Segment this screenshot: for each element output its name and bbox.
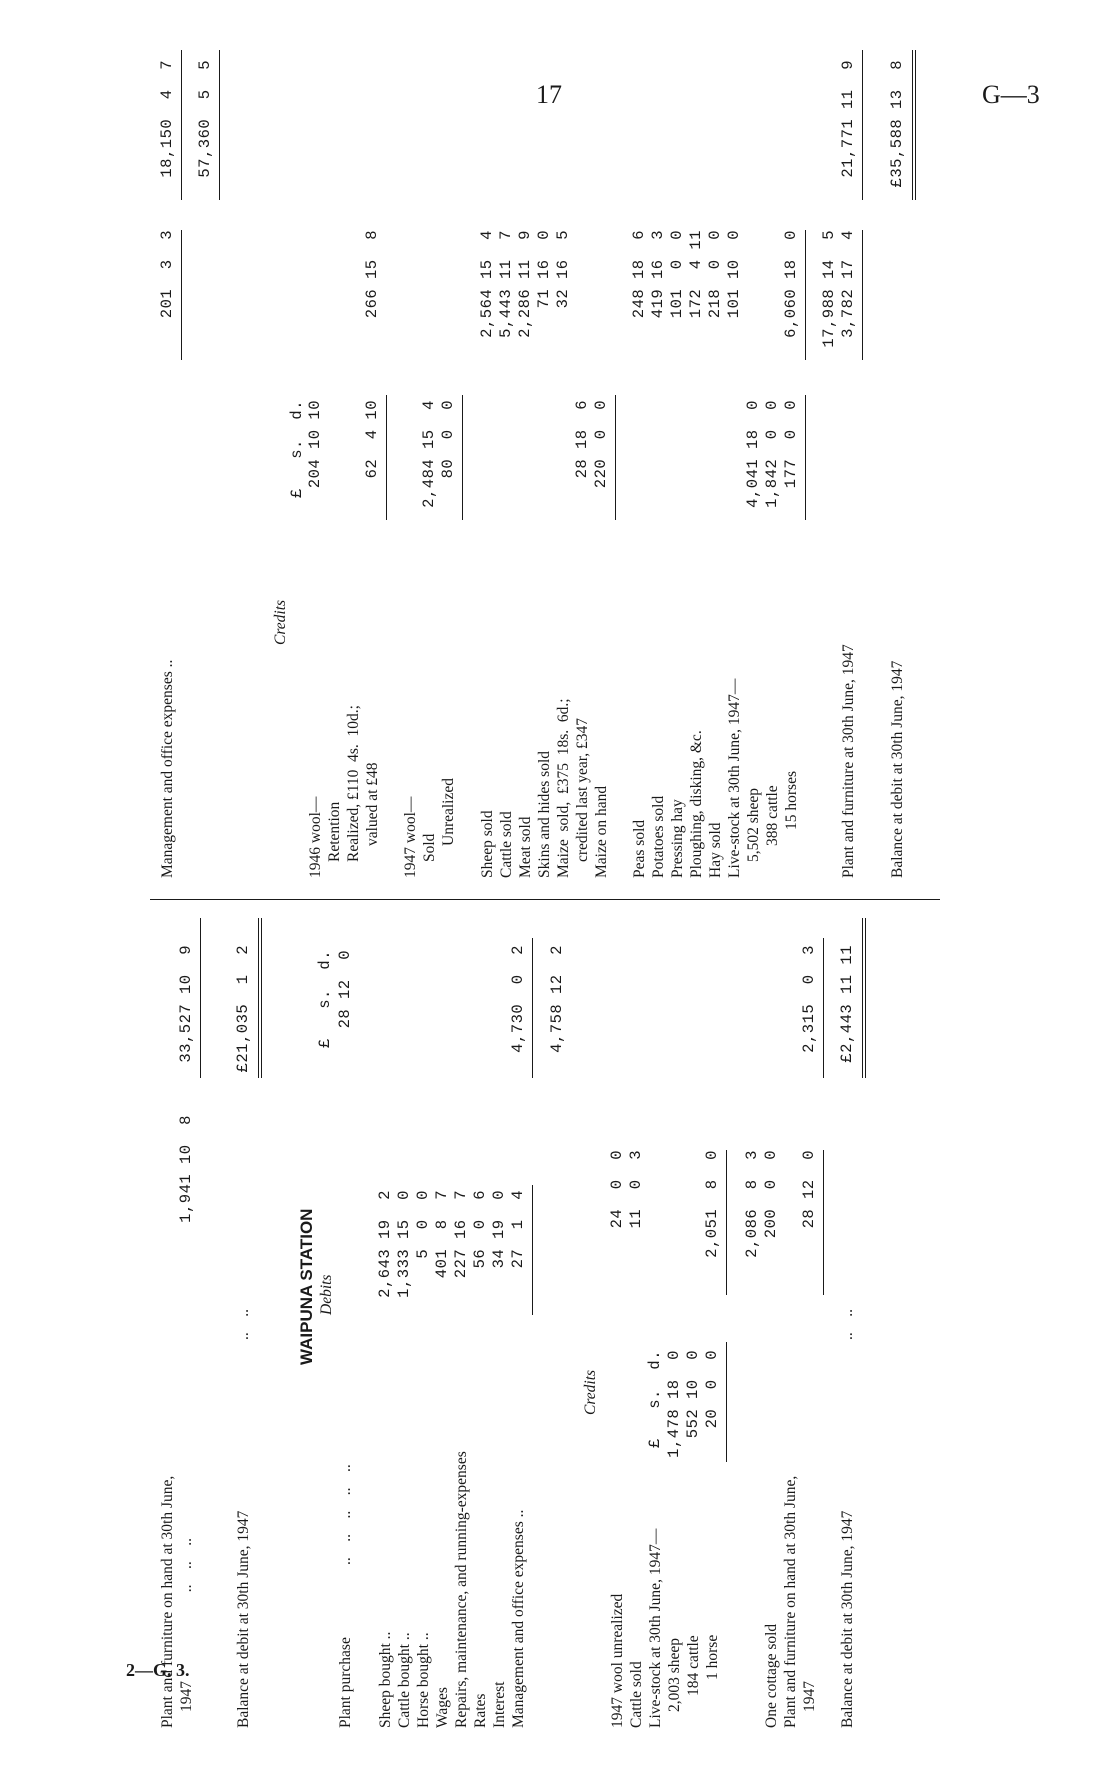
wool-1947-label: 1947 wool— [402, 796, 419, 878]
debit-amount: 2,643 19 2 [376, 1190, 394, 1298]
station-title: WAIPUNA STATION [297, 1208, 316, 1365]
maize-subtotal: 248 18 6 [630, 230, 648, 319]
cottage-label: One cottage sold [763, 1623, 780, 1728]
debit-label: Management and office expenses .. [510, 1509, 527, 1728]
credits-subtotal: 2,086 8 3 [743, 1150, 761, 1258]
right-credits-heading: Credits [272, 599, 289, 645]
right-plant-label: Plant and furniture at 30th June, 1947 [840, 644, 857, 878]
right-livestock-amount: 4,041 18 0 [744, 400, 762, 508]
right-livestock-total: 6,060 18 0 [782, 230, 800, 338]
debit-label: Interest [491, 1681, 508, 1728]
cottage-amount: 200 0 0 [762, 1150, 780, 1239]
wool-1946-subtotal: 266 15 8 [363, 230, 381, 319]
livestock-lsd: £ s. d. [646, 1350, 664, 1449]
maize-on-hand-amount: 220 0 0 [592, 400, 610, 489]
wool-1946-label: 1946 wool— [307, 796, 324, 878]
debit-amount: 56 0 6 [471, 1190, 489, 1269]
debit-amount: 401 8 7 [433, 1190, 451, 1279]
right-mgmt-total: 18,150 4 7 [158, 60, 176, 178]
misc-label: Hay sold [707, 822, 724, 878]
credit-amount: 24 0 0 [608, 1150, 626, 1229]
livestock-amount: 20 0 0 [703, 1350, 721, 1429]
credit-label: Cattle sold [628, 1661, 645, 1728]
debit-amount: 5 0 0 [414, 1190, 432, 1259]
sale-label: Meat sold [517, 816, 534, 878]
dots: .. .. .. [178, 1538, 195, 1600]
left-plant-amount: 1,941 10 8 [177, 1115, 195, 1223]
right-livestock-head: Live-stock at 30th June, 1947— [726, 678, 743, 878]
wool-1946-valued: valued at £48 [364, 762, 381, 846]
right-livestock-label: 15 horses [783, 771, 800, 830]
right-total-top: 57,360 5 5 [196, 60, 214, 178]
livestock-label: 2,003 sheep [666, 1637, 683, 1712]
misc-label: Ploughing, disking, &c. [688, 730, 705, 878]
plant-on-hand-amount: 28 12 0 [800, 1150, 818, 1229]
sale-label: Maize on hand [593, 785, 610, 878]
plant-on-hand-total: 2,315 0 3 [800, 945, 818, 1053]
right-plant-amount: 3,782 17 4 [839, 230, 857, 338]
livestock-amount: 552 10 0 [684, 1350, 702, 1439]
livestock-label: 1 horse [704, 1634, 721, 1680]
wool-1946-realized: Realized, £110 4s. 10d.; [345, 705, 362, 862]
lsd-heading: £ s. d. [316, 950, 334, 1049]
right-livestock-label: 388 cattle [764, 785, 781, 846]
left-plant-total: 33,527 10 9 [177, 945, 195, 1063]
debit-amount: 34 19 0 [490, 1190, 508, 1269]
livestock-label: 184 cattle [685, 1635, 702, 1696]
page-number: 17 [536, 80, 562, 109]
right-subtotal: 17,988 14 5 [820, 230, 838, 348]
wool-1947-unrealized: Unrealized [440, 778, 457, 846]
left-final-balance-total: £2,443 11 11 [838, 945, 856, 1063]
misc-amount: 419 16 3 [649, 230, 667, 319]
wool-1947-sold: Sold [421, 833, 438, 862]
sale-label: credited last year, £347 [574, 718, 591, 862]
debit-label: Cattle bought .. [396, 1632, 413, 1728]
misc-amount: 172 4 11 [687, 230, 705, 319]
wool-1946-valued-amount: 62 4 10 [363, 400, 381, 479]
debit-label: Rates [472, 1693, 489, 1728]
right-final-balance-label: Balance at debit at 30th June, 1947 [889, 660, 906, 878]
debit-label: Repairs, maintenance, and running-expenses [453, 1451, 470, 1728]
wool-1947-unrealized-amount: 80 0 0 [439, 400, 457, 479]
misc-label: Peas sold [631, 819, 648, 878]
debit-label: Sheep bought .. [377, 1631, 394, 1728]
wool-1946-retention: Retention [326, 801, 343, 862]
left-final-balance-label: Balance at debit at 30th June, 1947 [839, 1510, 856, 1728]
right-livestock-amount: 177 0 0 [782, 400, 800, 489]
left-balance-total: £21,035 1 2 [234, 945, 252, 1073]
dots: .. .. [235, 1309, 252, 1340]
left-plant-label: Plant and furniture on hand at 30th June, [159, 1475, 176, 1728]
left-plant-year: 1947 [178, 1681, 195, 1712]
misc-amount: 101 0 0 [668, 230, 686, 319]
wool-1946-retention-amount: 204 10 10 [306, 400, 324, 489]
right-livestock-amount: 1,842 0 0 [763, 400, 781, 508]
sale-amount: 2,564 15 4 [478, 230, 496, 338]
sale-amount: 2,286 11 9 [516, 230, 534, 338]
debits-total: 4,758 12 2 [548, 945, 566, 1053]
sale-amount: 32 16 5 [554, 230, 572, 309]
misc-label: Pressing hay [669, 799, 686, 878]
credit-label: 1947 wool unrealized [609, 1593, 626, 1728]
sale-label: Sheep sold [479, 810, 496, 878]
dots: .. .. [839, 1309, 856, 1340]
maize-credited-amount: 28 18 6 [573, 400, 591, 479]
livestock-total: 2,051 8 0 [703, 1150, 721, 1258]
debit-amount: 27 1 4 [509, 1190, 527, 1269]
right-plant-total: 21,771 11 9 [839, 60, 857, 178]
left-balance-label: Balance at debit at 30th June, 1947 [235, 1510, 252, 1728]
sale-amount: 5,443 11 7 [497, 230, 515, 338]
plant-purchase-total: 28 12 0 [336, 950, 354, 1029]
right-livestock-label: 5,502 sheep [745, 787, 762, 862]
credit-amount: 11 0 3 [627, 1150, 645, 1229]
debit-label: Wages [434, 1687, 451, 1728]
debit-amount: 227 16 7 [452, 1190, 470, 1279]
debit-amount: 1,333 15 0 [395, 1190, 413, 1298]
debits-heading: Debits [318, 1274, 335, 1315]
misc-label: Potatoes sold [650, 795, 667, 878]
plant-on-hand-label: Plant and furniture on hand at 30th June, [782, 1475, 799, 1728]
document-code: G—3 [982, 80, 1040, 109]
sale-label: Cattle sold [498, 811, 515, 878]
footer-reference: 2—G. 3. [126, 1660, 190, 1680]
plant-purchase-label: Plant purchase [337, 1637, 354, 1728]
credits-heading: Credits [582, 1369, 599, 1415]
right-final-balance-total: £35,588 13 8 [888, 60, 906, 188]
wool-1947-sold-amount: 2,484 15 4 [420, 400, 438, 508]
livestock-amount: 1,478 18 0 [665, 1350, 683, 1458]
sale-label: Skins and hides sold [536, 750, 553, 878]
sale-amount: 71 16 0 [535, 230, 553, 309]
right-lsd-heading: £ s. d. [288, 400, 306, 499]
misc-amount: 218 0 0 [706, 230, 724, 319]
credit-label: Live-stock at 30th June, 1947— [647, 1528, 664, 1728]
misc-amount: 101 10 0 [725, 230, 743, 319]
dots: .. .. .. .. .. [337, 1464, 354, 1565]
debit-label: Horse bought .. [415, 1632, 432, 1728]
plant-on-hand-year: 1947 [801, 1681, 818, 1712]
rotated-accounts-table [150, 40, 940, 1740]
sale-label: Maize sold, £375 18s. 6d.; [555, 698, 572, 878]
debits-subtotal: 4,730 0 2 [509, 945, 527, 1053]
right-mgmt-label: Management and office expenses .. [159, 659, 176, 878]
right-mgmt-amount: 201 3 3 [158, 230, 176, 319]
